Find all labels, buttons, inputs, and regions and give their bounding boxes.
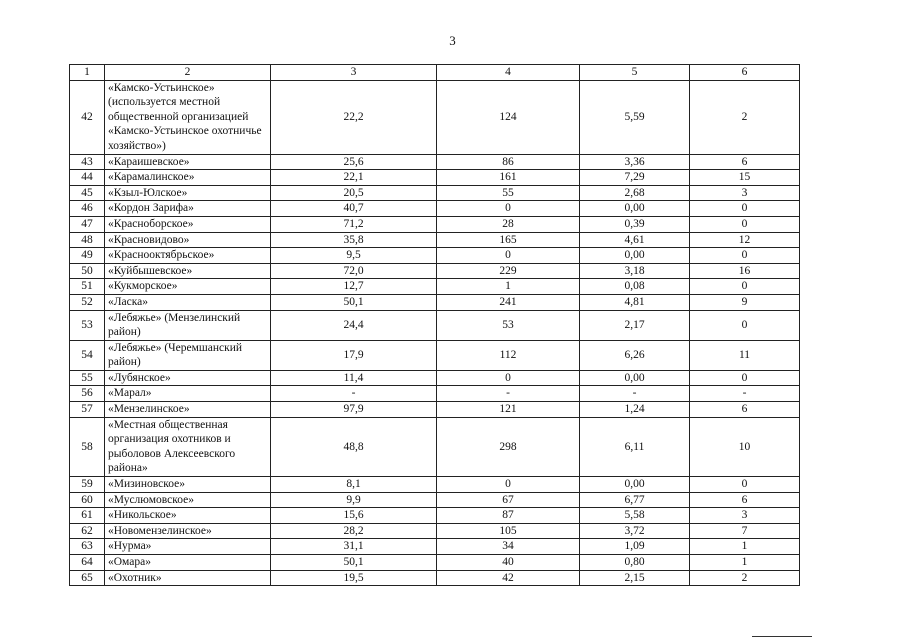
value-col6: 16 [690,263,800,279]
value-col5: 6,11 [580,417,690,476]
value-col5: 3,36 [580,154,690,170]
area-name: «Марал» [105,386,271,402]
value-col4: 121 [437,402,580,418]
value-col4: 241 [437,294,580,310]
value-col6: 2 [690,80,800,154]
area-name: «Новомензелинское» [105,523,271,539]
value-col3: 48,8 [271,417,437,476]
value-col4: 0 [437,248,580,264]
area-name: «Ласка» [105,294,271,310]
value-col4: 53 [437,310,580,340]
area-name: «Карамалинское» [105,170,271,186]
value-col6: 6 [690,402,800,418]
table-row [70,154,800,170]
table-row [70,570,800,586]
value-col5: 3,18 [580,263,690,279]
row-number: 53 [70,310,105,340]
value-col6: 0 [690,310,800,340]
value-col3: 25,6 [271,154,437,170]
value-col5: 7,29 [580,170,690,186]
value-col6: 0 [690,477,800,493]
area-name: «Охотник» [105,570,271,586]
value-col6: 12 [690,232,800,248]
value-col5: 5,59 [580,80,690,154]
value-col3: 11,4 [271,370,437,386]
row-number: 48 [70,232,105,248]
value-col6: 0 [690,370,800,386]
row-number: 65 [70,570,105,586]
value-col3: 20,5 [271,185,437,201]
value-col5: 0,00 [580,477,690,493]
table-row [70,185,800,201]
header-cell: 6 [690,65,800,81]
value-col6: 6 [690,154,800,170]
value-col6: 10 [690,417,800,476]
row-number: 49 [70,248,105,264]
value-col3: 97,9 [271,402,437,418]
value-col3: 50,1 [271,555,437,571]
value-col6: 3 [690,508,800,524]
value-col3: 9,5 [271,248,437,264]
value-col6: 0 [690,201,800,217]
header-cell: 2 [105,65,271,81]
area-name: «Лубянское» [105,370,271,386]
value-col3: 17,9 [271,340,437,370]
row-number: 57 [70,402,105,418]
value-col4: 40 [437,555,580,571]
value-col3: 8,1 [271,477,437,493]
value-col6: 9 [690,294,800,310]
row-number: 42 [70,80,105,154]
row-number: 50 [70,263,105,279]
area-name: «Красновидово» [105,232,271,248]
scan-edge-mark [752,636,812,639]
area-name: «Мензелинское» [105,402,271,418]
value-col6: 1 [690,555,800,571]
value-col6: 11 [690,340,800,370]
value-col5: 0,39 [580,216,690,232]
value-col4: 1 [437,279,580,295]
value-col5: 0,80 [580,555,690,571]
value-col5: 6,26 [580,340,690,370]
area-name: «Караишевское» [105,154,271,170]
table-row [70,523,800,539]
value-col6: 0 [690,248,800,264]
value-col4: 112 [437,340,580,370]
value-col4: 28 [437,216,580,232]
table-row [70,310,800,340]
table-row [70,232,800,248]
table-row [70,417,800,476]
value-col5: 2,15 [580,570,690,586]
table-row [70,263,800,279]
row-number: 58 [70,417,105,476]
value-col5: 2,68 [580,185,690,201]
value-col6: - [690,386,800,402]
value-col3: 9,9 [271,492,437,508]
value-col4: 0 [437,370,580,386]
value-col6: 0 [690,216,800,232]
value-col4: 165 [437,232,580,248]
area-name: «Краснооктябрьское» [105,248,271,264]
value-col6: 2 [690,570,800,586]
area-name: «Никольское» [105,508,271,524]
value-col4: 0 [437,201,580,217]
value-col3: 50,1 [271,294,437,310]
value-col3: 12,7 [271,279,437,295]
row-number: 62 [70,523,105,539]
header-cell: 5 [580,65,690,81]
row-number: 64 [70,555,105,571]
area-name: «Кордон Зарифа» [105,201,271,217]
value-col6: 1 [690,539,800,555]
value-col3: 28,2 [271,523,437,539]
value-col5: 6,77 [580,492,690,508]
table-row [70,279,800,295]
value-col5: 3,72 [580,523,690,539]
area-name: «Нурма» [105,539,271,555]
row-number: 46 [70,201,105,217]
value-col3: 71,2 [271,216,437,232]
value-col4: 67 [437,492,580,508]
value-col6: 15 [690,170,800,186]
value-col5: 4,81 [580,294,690,310]
value-col5: 0,00 [580,370,690,386]
value-col3: 22,1 [271,170,437,186]
table-row [70,508,800,524]
value-col5: 0,00 [580,248,690,264]
value-col3: 31,1 [271,539,437,555]
value-col3: 40,7 [271,201,437,217]
value-col4: 161 [437,170,580,186]
table-row [70,201,800,217]
value-col3: 35,8 [271,232,437,248]
value-col4: 42 [437,570,580,586]
table-row [70,555,800,571]
table-row [70,80,800,154]
value-col3: 72,0 [271,263,437,279]
value-col4: 105 [437,523,580,539]
row-number: 54 [70,340,105,370]
area-name: «Куйбышевское» [105,263,271,279]
area-name: «Камско-Устьинское» (используется местной общественной организацией «Камско-Устьинское охотничье хозяйство») [105,80,271,154]
area-name: «Красноборское» [105,216,271,232]
value-col4: 86 [437,154,580,170]
value-col6: 6 [690,492,800,508]
row-number: 60 [70,492,105,508]
row-number: 61 [70,508,105,524]
value-col4: 229 [437,263,580,279]
value-col3: - [271,386,437,402]
table-row [70,170,800,186]
row-number: 47 [70,216,105,232]
row-number: 45 [70,185,105,201]
value-col4: 124 [437,80,580,154]
area-name: «Лебяжье» (Черемшанский район) [105,340,271,370]
header-cell: 4 [437,65,580,81]
table-row [70,216,800,232]
table-row [70,539,800,555]
value-col5: 4,61 [580,232,690,248]
row-number: 59 [70,477,105,493]
row-number: 44 [70,170,105,186]
area-name: «Омара» [105,555,271,571]
row-number: 56 [70,386,105,402]
value-col5: 5,58 [580,508,690,524]
value-col5: - [580,386,690,402]
value-col6: 0 [690,279,800,295]
value-col5: 0,00 [580,201,690,217]
value-col4: 298 [437,417,580,476]
area-name: «Муслюмовское» [105,492,271,508]
value-col5: 1,24 [580,402,690,418]
table-row [70,370,800,386]
value-col5: 0,08 [580,279,690,295]
page-number: 3 [449,33,456,48]
value-col4: - [437,386,580,402]
table-row [70,340,800,370]
table-row [70,477,800,493]
table-row [70,402,800,418]
row-number: 51 [70,279,105,295]
value-col6: 3 [690,185,800,201]
value-col3: 15,6 [271,508,437,524]
value-col3: 22,2 [271,80,437,154]
value-col6: 7 [690,523,800,539]
row-number: 63 [70,539,105,555]
value-col5: 1,09 [580,539,690,555]
area-name: «Кзыл-Юлское» [105,185,271,201]
value-col3: 19,5 [271,570,437,586]
area-name: «Лебяжье» (Мензелинский район) [105,310,271,340]
value-col3: 24,4 [271,310,437,340]
table-row [70,492,800,508]
area-name: «Кукморское» [105,279,271,295]
table-header-row [70,65,800,81]
table-body [70,65,800,586]
value-col5: 2,17 [580,310,690,340]
value-col4: 55 [437,185,580,201]
row-number: 43 [70,154,105,170]
value-col4: 87 [437,508,580,524]
table-row [70,248,800,264]
header-cell: 1 [70,65,105,81]
table-row [70,294,800,310]
table-row [70,386,800,402]
value-col4: 0 [437,477,580,493]
data-table [69,64,800,586]
header-cell: 3 [271,65,437,81]
area-name: «Местная общественная организация охотников и рыболовов Алексеевского района» [105,417,271,476]
row-number: 52 [70,294,105,310]
area-name: «Мизиновское» [105,477,271,493]
value-col4: 34 [437,539,580,555]
row-number: 55 [70,370,105,386]
